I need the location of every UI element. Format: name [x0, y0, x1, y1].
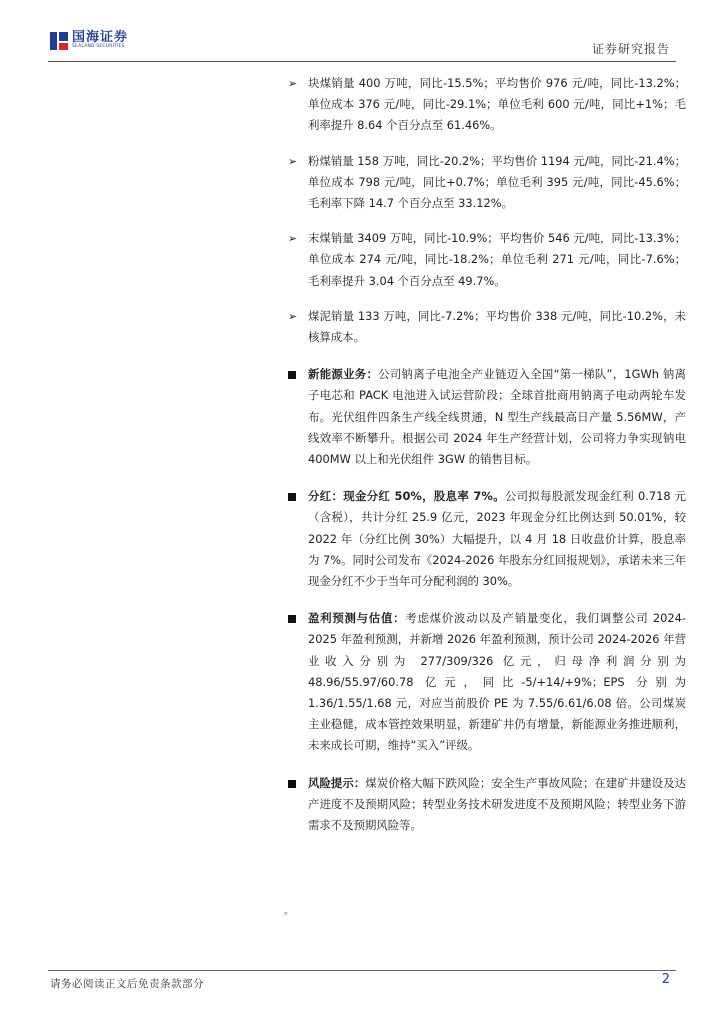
- list-item-lump-coal: [288, 73, 686, 137]
- square-bullet-icon: [288, 615, 296, 623]
- arrow-bullet-icon: ➢: [288, 77, 298, 90]
- section-new-energy: [288, 364, 686, 470]
- brand-name-en: SEALAND SECURITIES: [72, 44, 125, 49]
- new-energy-body: 公司钠离子电池全产业链迈入全国“第一梯队”，1GWh 钠离子电芯和 PACK 电池进入试运营阶段；全球首批商用钠离子电动两轮车发布。光伏组件四条生产线全线贯通，N 型生产线最高日产量 5.56MW，产线效率不断攀升。根据公司 2024 年生产经营计划，公司将力争实现钠电 400MW 以上和光伏组件 3GW 的销售目标。: [308, 367, 686, 467]
- lump-coal-text: 块煤销量 400 万吨，同比-15.5%；平均售价 976 元/吨，同比-13.2%；单位成本 376 元/吨，同比-29.1%；单位毛利 600 元/吨，同比+1%；毛利率提升 8.64 个百分点至 61.46%。: [308, 76, 686, 133]
- forecast-body: 考虑煤价波动以及产销量变化，我们调整公司 2024-2025 年盈利预测，并新增 2026 年盈利预测，预计公司 2024-2026 年营业收入分别为 277/309/326 亿元，归母净利润分别为 48.96/55.97/60.78 亿元，同比-5/+14/+9%；EPS 分别为 1.36/1.55/1.68 元，对应当前股价 PE 为 7.55/6.61/6.08 倍。公司煤炭主业稳健，成本管控效果明显，新建矿井仍有增量，新能源业务推进顺利，未来成长可期，维持“买入”评级。: [308, 611, 686, 753]
- brand-name-cn: 国海证券: [72, 30, 129, 45]
- square-bullet-icon: [288, 780, 296, 788]
- report-body: [288, 73, 686, 836]
- slime-coal-text: 煤泥销量 133 万吨，同比-7.2%；平均售价 338 元/吨，同比-10.2%，未核算成本。: [308, 308, 686, 345]
- list-item-fine-coal: [288, 228, 686, 292]
- brand-logo: [50, 31, 128, 50]
- report-type-label: 证券研究报告: [591, 42, 670, 56]
- square-bullet-icon: [288, 371, 296, 379]
- powder-coal-text: 粉煤销量 158 万吨，同比-20.2%；平均售价 1194 元/吨，同比-21.4%；单位成本 798 元/吨，同比+0.7%；单位毛利 395 元/吨，同比-45.6%；毛利率下降 14.7 个百分点至 33.12%。: [308, 153, 686, 211]
- page-number: 2: [661, 972, 670, 987]
- list-item-slime-coal: [288, 306, 686, 348]
- list-item-powder-coal: [288, 151, 686, 215]
- footer-disclaimer: 请务必阅读正文后免责条款部分: [50, 978, 204, 990]
- brand-logo-icon: [50, 32, 68, 50]
- header-divider: [48, 61, 676, 62]
- stray-period-mark: 。: [284, 906, 294, 917]
- section-dividend: [288, 486, 686, 592]
- arrow-bullet-icon: ➢: [288, 309, 298, 323]
- risk-body: 煤炭价格大幅下跌风险；安全生产事故风险；在建矿井建设及达产进度不及预期风险；转型业务技术研发进度不及预期风险；转型业务下游需求不及预期风险等。: [308, 775, 686, 833]
- risk-heading: 风险提示：: [308, 775, 366, 790]
- section-risk: [288, 773, 686, 837]
- page-header: [0, 0, 724, 62]
- dividend-body: 公司拟每股派发现金红利 0.718 元（含税），共计分红 25.9 亿元，2023 年现金分红比例达到 50.01%，较 2022 年（分红比例 30%）大幅提升，以 4 月 18 日收盘价计算，股息率为 7%。同时公司发布《2024-2026 年股东分红回报规划》，承诺未来三年现金分红不少于当年可分配利润的 30%。: [308, 489, 686, 589]
- arrow-bullet-icon: ➢: [288, 232, 298, 246]
- square-bullet-icon: [288, 493, 296, 501]
- dividend-heading: 分红：现金分红 50%，股息率 7%。: [308, 489, 505, 504]
- footer-divider: [48, 970, 676, 971]
- section-forecast: [288, 608, 686, 756]
- arrow-bullet-icon: ➢: [288, 154, 298, 168]
- new-energy-heading: 新能源业务：: [308, 367, 379, 382]
- fine-coal-text: 末煤销量 3409 万吨，同比-10.9%；平均售价 546 元/吨，同比-13.3%；单位成本 274 元/吨，同比-18.2%；单位毛利 271 元/吨，同比-7.6%；毛利率提升 3.04 个百分点至 49.7%。: [308, 231, 686, 288]
- forecast-heading: 盈利预测与估值：: [308, 611, 406, 626]
